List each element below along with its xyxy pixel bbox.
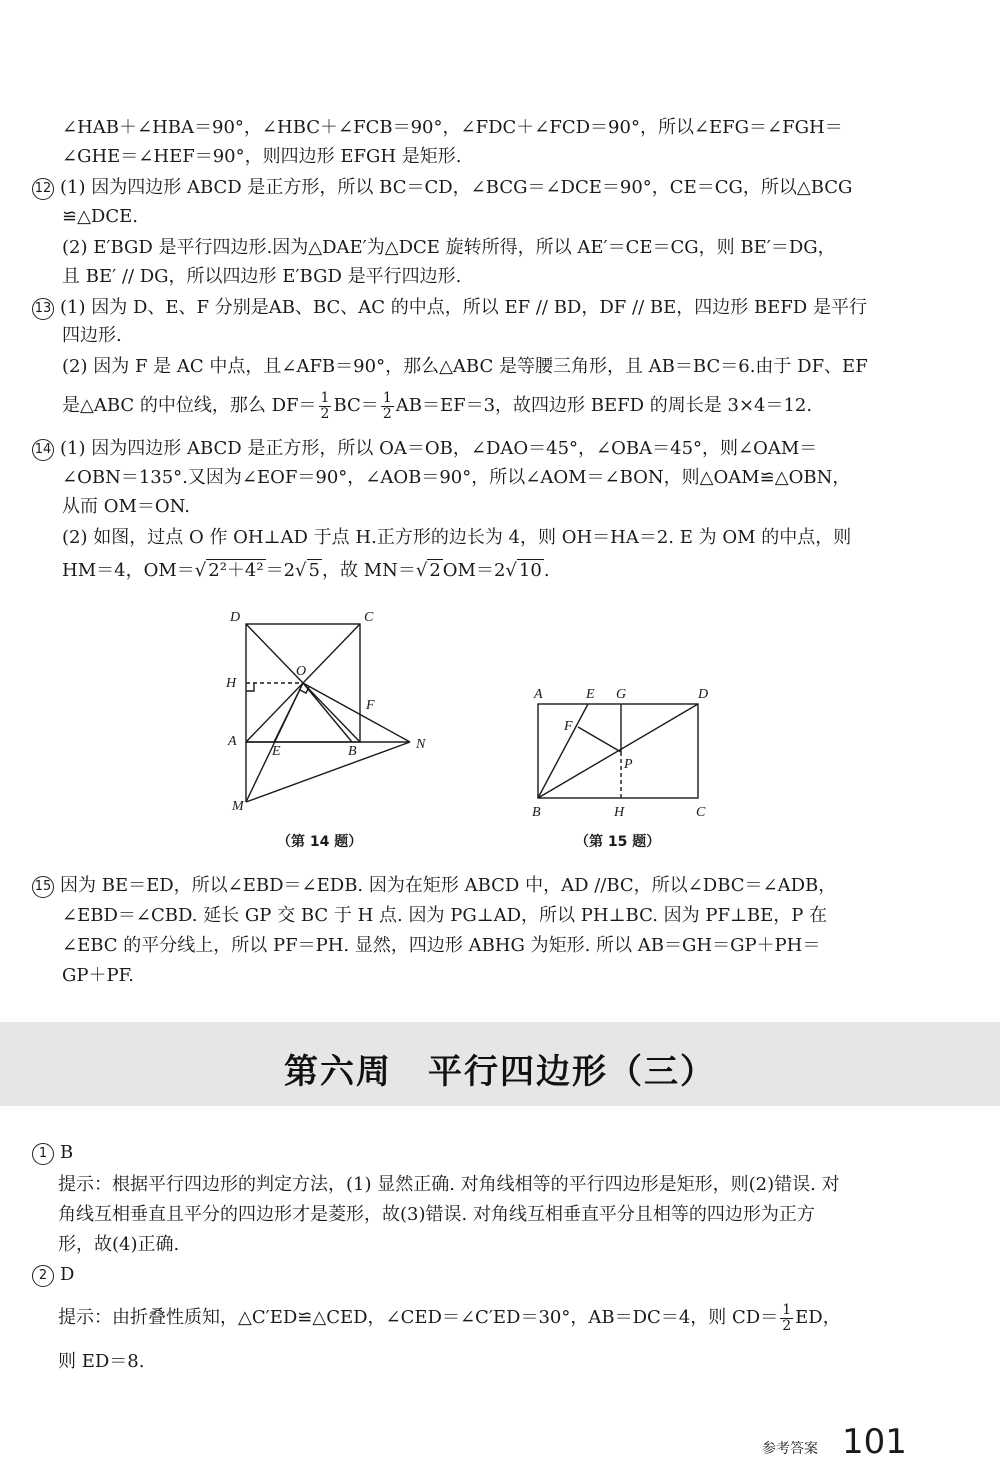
question-1-line: 1 B [32, 1141, 73, 1165]
text-line: 则 ED＝8. [58, 1351, 145, 1372]
fraction: $\frac{1}{2}$ [782, 1301, 792, 1334]
point-label: E [272, 744, 281, 759]
question-number-badge: 13 [32, 298, 54, 320]
point-label: N [416, 737, 426, 752]
point-label: M [232, 799, 244, 814]
question-2-line: 2 D [32, 1263, 74, 1287]
question-12-line: 12 (1) 因为四边形 ABCD 是正方形，所以 BC＝CD，∠BCG＝∠DCE＝90°，CE＝CG，所以△BCG [32, 176, 852, 200]
question-number-badge: 12 [32, 178, 54, 200]
question-number-badge: 14 [32, 439, 54, 461]
question-number-badge: 2 [32, 1265, 54, 1287]
text-line: ∠EBC 的平分线上，所以 PF＝PH. 显然，四边形 ABHG 为矩形. 所以 AB＝GH＝GP＋PH＝ [62, 935, 821, 956]
text-line: 提示：根据平行四边形的判定方法，(1) 显然正确. 对角线相等的平行四边形是矩形，则(2)错误. 对 [58, 1174, 840, 1195]
question-13-line: 13 (1) 因为 D、E、F 分别是AB、BC、AC 的中点，所以 EF // BD，DF // BE，四边形 BEFD 是平行 [32, 296, 867, 320]
point-label: G [616, 687, 627, 702]
point-label: P [624, 757, 633, 772]
point-label: F [366, 698, 375, 713]
point-label: E [586, 687, 595, 702]
fraction: $\frac{1}{2}$ [320, 389, 330, 422]
point-label: D [230, 610, 241, 625]
text-line: (2) 因为 F 是 AC 中点，且∠AFB＝90°，那么△ABC 是等腰三角形，且 AB＝BC＝6.由于 DF、EF [62, 356, 868, 377]
question-number-badge: 1 [32, 1143, 54, 1165]
section-banner [0, 1022, 1000, 1106]
text-line: 且 BE′ // DG，所以四边形 E′BGD 是平行四边形. [62, 266, 462, 287]
text-line: 从而 OM＝ON. [62, 496, 190, 517]
point-label: A [534, 687, 543, 702]
text-line: ∠EBD＝∠CBD. 延长 GP 交 BC 于 H 点. 因为 PG⊥AD，所以 PH⊥BC. 因为 PF⊥BE，P 在 [62, 905, 828, 926]
text-line: (2) 如图，过点 O 作 OH⊥AD 于点 H.正方形的边长为 4，则 OH＝HA＝2. E 为 OM 的中点，则 [62, 527, 852, 548]
section-title: 第六周 平行四边形（三） [284, 1052, 716, 1092]
footer-label: 参考答案 [762, 1441, 818, 1457]
point-label: D [698, 687, 709, 702]
question-number-badge: 15 [32, 876, 54, 898]
point-label: F [564, 719, 573, 734]
figure-14 [220, 605, 440, 825]
point-label: B [532, 805, 541, 820]
figure-14-caption: （第 14 题） [277, 834, 363, 850]
text-line-fraction: 提示：由折叠性质知，△C′ED≌△CED，∠CED＝∠C′ED＝30°，AB＝DC＝4，则 CD＝ $\frac{1}{2}$ ED， [58, 1301, 841, 1334]
point-label: H [614, 805, 625, 820]
point-label: O [296, 664, 307, 679]
text-line: ∠GHE＝∠HEF＝90°，则四边形 EFGH 是矩形. [62, 146, 462, 167]
text-line: 角线互相垂直且平分的四边形才是菱形，故(3)错误. 对角线互相垂直平分且相等的四边形为正方 [58, 1204, 815, 1225]
text-line: (2) E′BGD 是平行四边形.因为△DAE′为△DCE 旋转所得，所以 AE′＝CE＝CG，则 BE′＝DG， [62, 237, 836, 258]
question-15-line: 15 因为 BE＝ED，所以∠EBD＝∠EDB. 因为在矩形 ABCD 中，AD //BC，所以∠DBC＝∠ADB， [32, 874, 836, 898]
text-line: ≌△DCE. [62, 206, 138, 227]
text-line: GP＋PF. [62, 965, 135, 986]
figure-15 [528, 682, 718, 822]
point-label: C [364, 610, 374, 625]
text-line: 形，故(4)正确. [58, 1234, 180, 1255]
text-line-fraction: 是△ABC 的中位线，那么 DF＝ $\frac{1}{2}$ BC＝ $\frac{1}{2}$ AB＝EF＝3，故四边形 BEFD 的周长是 3×4＝12. [62, 389, 813, 422]
figure-15-caption: （第 15 题） [575, 834, 661, 850]
page-number: 101 [842, 1422, 907, 1462]
text-line: ∠HAB＋∠HBA＝90°，∠HBC＋∠FCB＝90°，∠FDC＋∠FCD＝90°，所以∠EFG＝∠FGH＝ [62, 117, 843, 138]
point-label: B [348, 744, 357, 759]
text-line-radicals: HM＝4，OM＝√ 2²＋4² ＝2√ 5 ，故 MN＝√ 2 OM＝2√ 10 . [62, 560, 550, 581]
point-label: H [226, 676, 237, 691]
question-14-line: 14 (1) 因为四边形 ABCD 是正方形，所以 OA＝OB，∠DAO＝45°，∠OBA＝45°，则∠OAM＝ [32, 437, 817, 461]
text-line: 四边形. [62, 325, 122, 346]
fraction: $\frac{1}{2}$ [382, 389, 392, 422]
point-label: C [696, 805, 706, 820]
point-label: A [228, 734, 237, 749]
text-line: ∠OBN＝135°.又因为∠EOF＝90°，∠AOB＝90°，所以∠AOM＝∠BON，则△OAM≌△OBN， [62, 467, 851, 488]
